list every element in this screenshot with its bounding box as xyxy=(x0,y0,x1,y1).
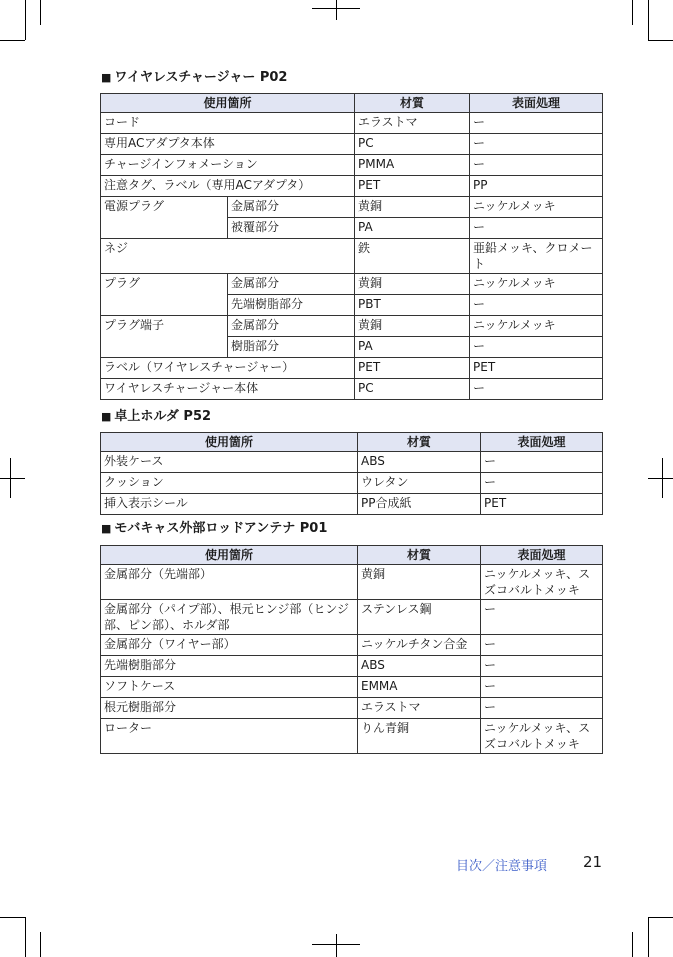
table-row xyxy=(101,656,603,677)
cell-part: クッション xyxy=(101,473,358,494)
header-material: 材質 xyxy=(358,433,481,452)
cell-part: 根元樹脂部分 xyxy=(101,698,358,719)
cell-material: 鉄 xyxy=(355,239,470,274)
table-row xyxy=(101,494,603,515)
cell-part: プラグ xyxy=(101,274,228,316)
table-row xyxy=(101,176,603,197)
cell-part: 挿入表示シール xyxy=(101,494,358,515)
cell-part: 専用ACアダプタ本体 xyxy=(101,134,355,155)
cell-material: PA xyxy=(355,337,470,358)
cell-material: PC xyxy=(355,379,470,400)
cell-material: エラストマ xyxy=(358,698,481,719)
cell-finish: ー xyxy=(470,337,603,358)
header-part: 使用箇所 xyxy=(101,94,355,113)
cell-material: ニッケルチタン合金 xyxy=(358,635,481,656)
cell-material: PMMA xyxy=(355,155,470,176)
cell-material: ステンレス鋼 xyxy=(358,600,481,635)
cell-finish: ー xyxy=(470,295,603,316)
cell-material: PET xyxy=(355,358,470,379)
table-row xyxy=(101,316,603,337)
rod-antenna-table xyxy=(100,545,603,754)
cell-part: チャージインフォメーション xyxy=(101,155,355,176)
section-title-desktop-holder: ■ 卓上ホルダ P52 xyxy=(101,409,212,424)
cell-part: 金属部分（ワイヤー部） xyxy=(101,635,358,656)
table-row xyxy=(101,358,603,379)
cell-subpart: 金属部分 xyxy=(228,274,355,295)
cell-part: 金属部分（パイプ部）、根元ヒンジ部（ヒンジ部、ピン部）、ホルダ部 xyxy=(101,600,358,635)
section-title-rod-antenna: ■ モバキャス外部ロッドアンテナ P01 xyxy=(101,521,328,536)
cell-part: ワイヤレスチャージャー本体 xyxy=(101,379,355,400)
table-row xyxy=(101,452,603,473)
cell-material: 黄銅 xyxy=(358,565,481,600)
table-row xyxy=(101,379,603,400)
cell-finish: ー xyxy=(481,635,603,656)
cell-material: PBT xyxy=(355,295,470,316)
cell-finish: ニッケルメッキ、スズコバルトメッキ xyxy=(481,719,603,754)
page-number: 21 xyxy=(583,853,603,871)
cell-finish: 亜鉛メッキ、クロメート xyxy=(470,239,603,274)
cell-finish: ニッケルメッキ xyxy=(470,274,603,295)
table-row xyxy=(101,239,603,274)
header-finish: 表面処理 xyxy=(470,94,603,113)
table-row xyxy=(101,677,603,698)
table-row xyxy=(101,600,603,635)
cell-subpart: 金属部分 xyxy=(228,197,355,218)
square-bullet-icon: ■ xyxy=(101,71,112,84)
cell-finish: ニッケルメッキ xyxy=(470,197,603,218)
cell-finish: ー xyxy=(481,473,603,494)
table-row xyxy=(101,635,603,656)
cell-finish: ー xyxy=(481,677,603,698)
cell-finish: PET xyxy=(470,358,603,379)
cell-finish: ー xyxy=(481,600,603,635)
table-row xyxy=(101,155,603,176)
cell-part: ローター xyxy=(101,719,358,754)
cell-material: PP合成紙 xyxy=(358,494,481,515)
cell-material: EMMA xyxy=(358,677,481,698)
table-row xyxy=(101,698,603,719)
cell-part: ソフトケース xyxy=(101,677,358,698)
table-row xyxy=(101,134,603,155)
cell-material: 黄銅 xyxy=(355,316,470,337)
table-header-row xyxy=(101,433,603,452)
cell-subpart: 金属部分 xyxy=(228,316,355,337)
cell-finish: PP xyxy=(470,176,603,197)
table-row xyxy=(101,473,603,494)
cell-part: ネジ xyxy=(101,239,355,274)
cell-finish: ー xyxy=(470,218,603,239)
cell-finish: PET xyxy=(481,494,603,515)
header-material: 材質 xyxy=(358,546,481,565)
cell-part: プラグ端子 xyxy=(101,316,228,358)
table-row xyxy=(101,719,603,754)
cell-part: 金属部分（先端部） xyxy=(101,565,358,600)
desktop-holder-table xyxy=(100,432,603,515)
table-header-row xyxy=(101,546,603,565)
cell-finish: ー xyxy=(470,155,603,176)
cell-finish: ー xyxy=(481,656,603,677)
cell-material: ABS xyxy=(358,656,481,677)
cell-material: 黄銅 xyxy=(355,197,470,218)
header-finish: 表面処理 xyxy=(481,546,603,565)
cell-finish: ニッケルメッキ、スズコバルトメッキ xyxy=(481,565,603,600)
header-finish: 表面処理 xyxy=(481,433,603,452)
square-bullet-icon: ■ xyxy=(101,410,112,423)
cell-material: エラストマ xyxy=(355,113,470,134)
cell-part: コード xyxy=(101,113,355,134)
cell-material: PA xyxy=(355,218,470,239)
cell-part: ラベル（ワイヤレスチャージャー） xyxy=(101,358,355,379)
cell-subpart: 被覆部分 xyxy=(228,218,355,239)
table-row xyxy=(101,565,603,600)
cell-material: ウレタン xyxy=(358,473,481,494)
cell-material: PC xyxy=(355,134,470,155)
cell-subpart: 先端樹脂部分 xyxy=(228,295,355,316)
cell-subpart: 樹脂部分 xyxy=(228,337,355,358)
cell-finish: ー xyxy=(481,452,603,473)
cell-part: 注意タグ、ラベル（専用ACアダプタ） xyxy=(101,176,355,197)
table-header-row xyxy=(101,94,603,113)
cell-part: 先端樹脂部分 xyxy=(101,656,358,677)
wireless-charger-table xyxy=(100,93,603,400)
header-part: 使用箇所 xyxy=(101,433,358,452)
cell-finish: ー xyxy=(470,134,603,155)
toc-safety-link[interactable]: 目次／注意事項 xyxy=(456,859,548,874)
cell-finish: ー xyxy=(470,379,603,400)
table-row xyxy=(101,197,603,218)
cell-part: 外装ケース xyxy=(101,452,358,473)
cell-finish: ー xyxy=(481,698,603,719)
cell-material: PET xyxy=(355,176,470,197)
table-row xyxy=(101,113,603,134)
header-material: 材質 xyxy=(355,94,470,113)
header-part: 使用箇所 xyxy=(101,546,358,565)
cell-part: 電源プラグ xyxy=(101,197,228,239)
cell-finish: ー xyxy=(470,113,603,134)
table-row xyxy=(101,274,603,295)
square-bullet-icon: ■ xyxy=(101,522,112,535)
cell-finish: ニッケルメッキ xyxy=(470,316,603,337)
cell-material: 黄銅 xyxy=(355,274,470,295)
cell-material: ABS xyxy=(358,452,481,473)
cell-material: りん青銅 xyxy=(358,719,481,754)
section-title-wireless-charger: ■ ワイヤレスチャージャー P02 xyxy=(101,70,288,85)
